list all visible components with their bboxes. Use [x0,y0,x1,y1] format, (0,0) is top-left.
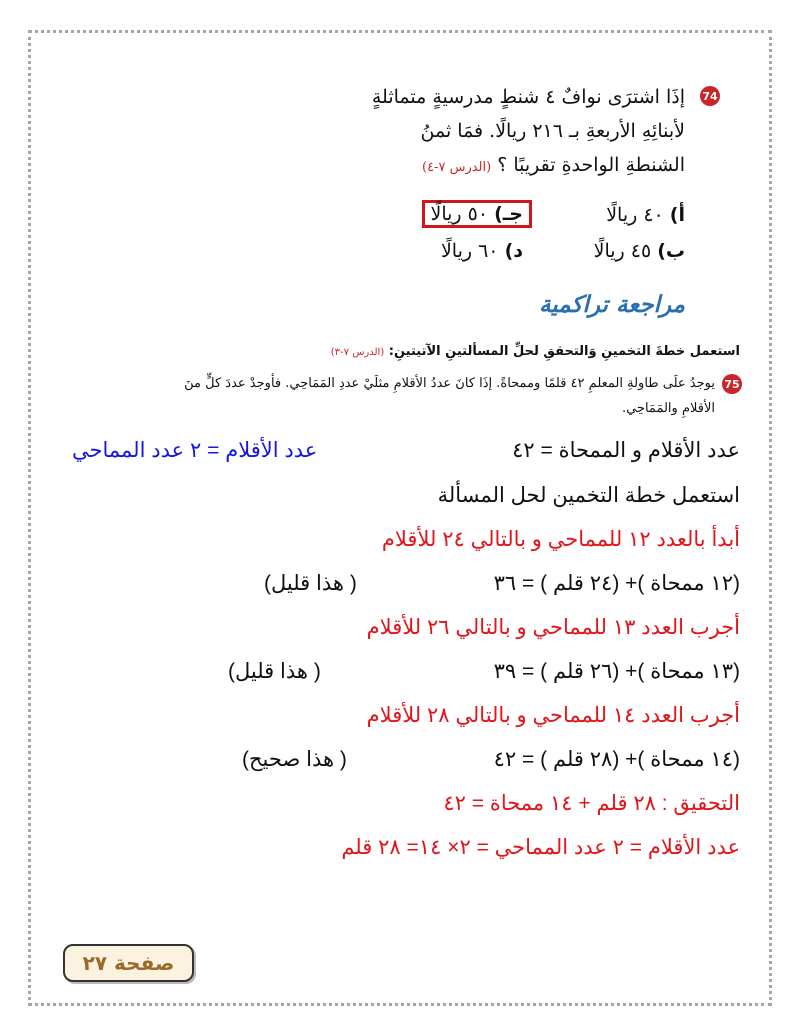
solution-check-label: التحقيق : [661,792,740,815]
choice-d-letter: د) [504,240,523,262]
solution-try-3: أجرب العدد ١٤ للمماحي و بالتالي ٢٨ للأقلام [366,704,740,727]
choice-d-text: ٦٠ ريالًا [440,240,499,262]
review-instruction [331,344,740,359]
choice-c-letter: جـ) [494,203,523,225]
solution-calc-3: (١٤ ممحاة )+ (٢٨ قلم ) = ٤٢ [493,748,740,771]
solution-strategy: استعمل خطة التخمين لحل المسألة [437,484,740,507]
solution-calc-1: (١٢ ممحاة )+ (٢٤ قلم ) = ٣٦ [493,572,740,595]
solution-calc-2: (١٣ ممحاة )+ (٢٦ قلم ) = ٣٩ [493,660,740,683]
solution-try-1: أبدأ بالعدد ١٢ للمماحي و بالتالي ٢٤ للأقلام [381,528,740,551]
question-74-line2: لأبنائِهِ الأربعةِ بـ ٢١٦ ريالًا. فمَا ثمنُ [420,120,685,142]
solution-given-1: عدد الأقلام و الممحاة = ٤٢ [512,439,740,462]
choice-a-letter: أ) [669,204,685,226]
section-title: مراجعة تراكمية [538,292,685,318]
solution-note-2: ( هذا قليل) [228,660,321,683]
choice-a [606,204,685,226]
solution-final-text: عدد الأقلام = ٢ عدد المماحي = ٢× ١٤= ٢٨ قلم [341,836,740,859]
question-75-line2: الأقلامِ والمَمَاحِي. [621,401,715,416]
choice-b [594,240,685,262]
solution-final [341,835,740,860]
solution-try-2: أجرب العدد ١٣ للمماحي و بالتالي ٢٦ للأقلام [366,616,740,639]
choice-b-text: ٤٥ ريالًا [593,240,652,262]
choice-a-text: ٤٠ ريالًا [606,204,664,226]
solution-check [443,791,740,816]
question-74-line3 [422,148,685,185]
question-75-line1: يوجدُ علَى طاولةِ المعلمِ ٤٢ قلمًا وممحاةً. إذَا كانَ عددُ الأقلامِ مثلَيْ عددِ المَمَاحِي. فأوجدْ عددَ كلٍّ منَ [184,376,715,391]
question-75-badge: 75 [722,374,742,394]
solution-check-value: ٢٨ قلم + ١٤ ممحاة = ٤٢ [443,792,656,815]
question-74-badge: 74 [700,86,720,106]
choice-d [441,240,523,262]
question-74-line1: إذَا اشترَى نوافٌ ٤ شنطٍ مدرسيةٍ متماثلةٍ [371,86,685,108]
choice-c-text: ٥٠ ريالًا [430,203,489,225]
question-74-lesson-ref: (الدرس ٧-٤) [421,160,492,175]
solution-given-2: عدد الأقلام = ٢ عدد المماحي [72,439,318,462]
page-number-badge: صفحة ٢٧ [63,944,194,982]
question-74-line3-text: الشنطةِ الواحدةِ تقريبًا ؟ [497,154,685,176]
choice-c-correct [422,200,532,228]
solution-note-1: ( هذا قليل) [264,572,357,595]
choice-b-letter: ب) [657,240,685,262]
solution-note-3: ( هذا صحيح) [242,748,347,771]
review-instruction-ref: (الدرس ٧-٣) [330,347,385,358]
review-instruction-text: استعمل خطةَ التخمينِ وَالتحققِ لحلِّ المسألتينِ الآتيتينِ: [388,344,740,359]
